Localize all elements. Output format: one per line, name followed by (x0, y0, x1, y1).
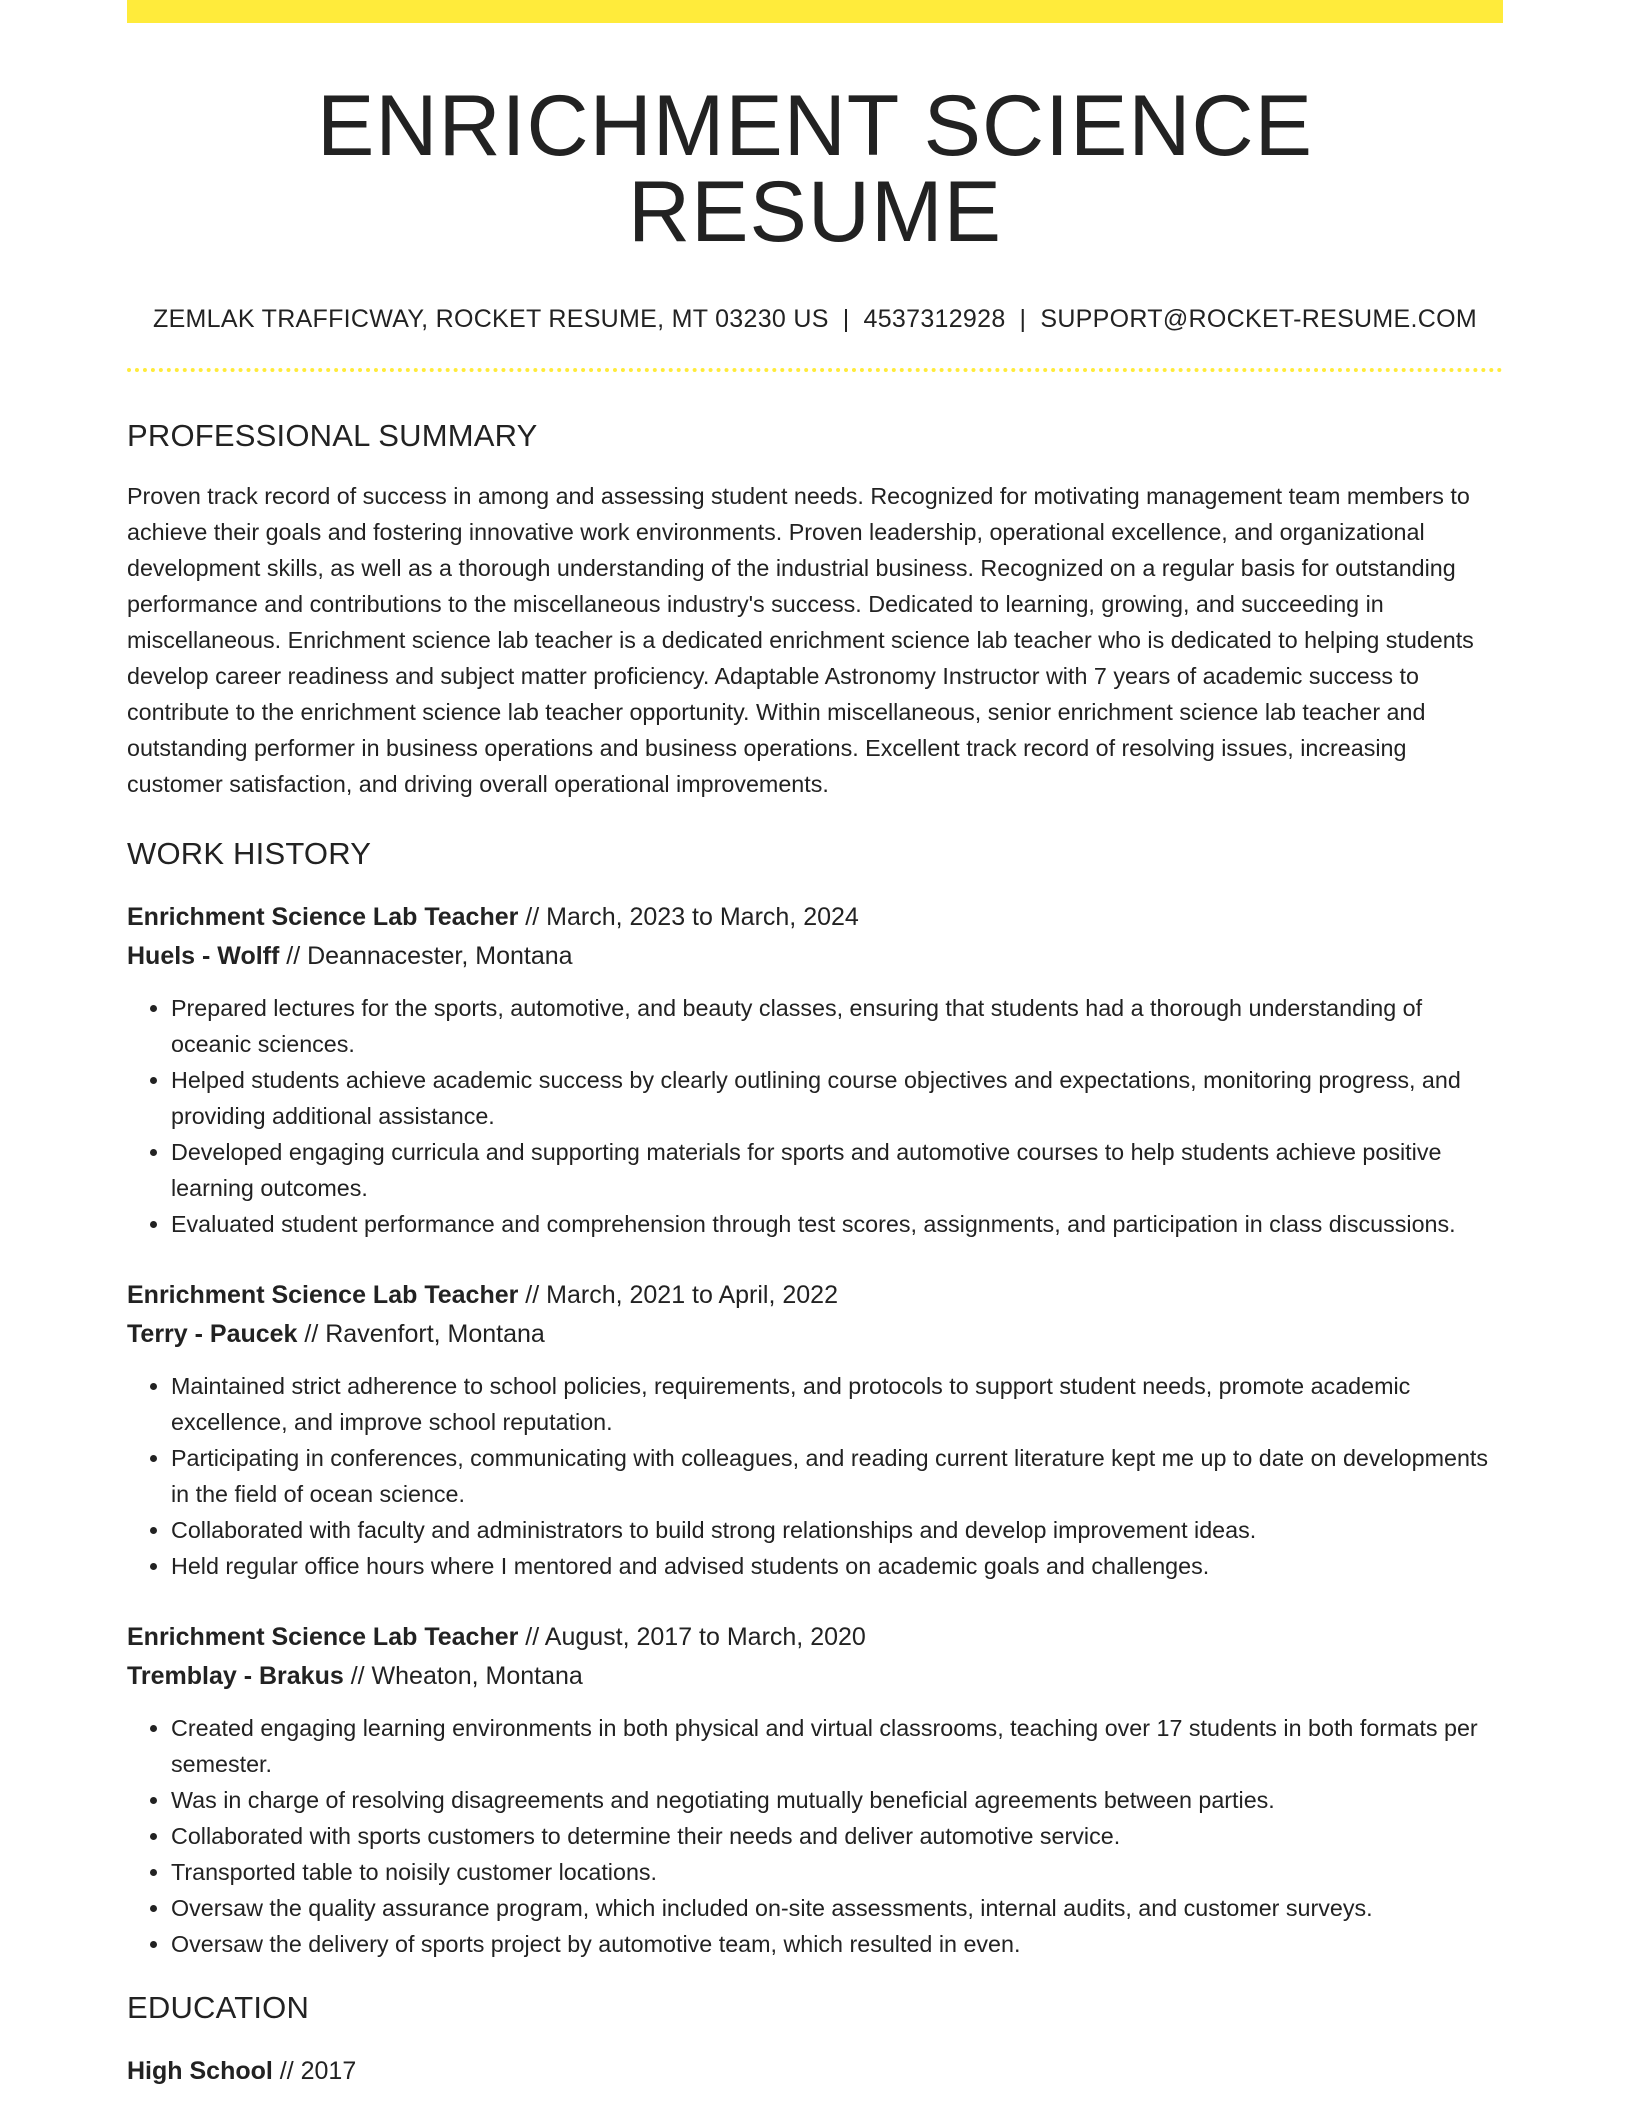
summary-section (127, 418, 1503, 802)
resume-page (127, 0, 1503, 2091)
job-company: Huels - Wolff (127, 942, 280, 970)
education-degree: High School (127, 2057, 273, 2085)
accent-bar (127, 0, 1503, 23)
job-bullet: • Created engaging learning environments in both physical and virtual classrooms, teaching over 17 students in both formats per semester. (171, 1710, 1503, 1782)
job-title-line (127, 898, 1503, 937)
contact-address: ZEMLAK TRAFFICWAY, ROCKET RESUME, MT 03230 US (153, 305, 829, 333)
job-entry (127, 1618, 1503, 1962)
job-location: // Ravenfort, Montana (297, 1320, 545, 1348)
job-bullets (127, 1710, 1503, 1962)
job-title: Enrichment Science Lab Teacher (127, 903, 519, 931)
job-company-line (127, 937, 1503, 976)
job-company: Tremblay - Brakus (127, 1662, 344, 1690)
contact-separator: | (842, 305, 850, 333)
contact-separator: | (1019, 305, 1027, 333)
job-title-line (127, 1276, 1503, 1315)
job-company: Terry - Paucek (127, 1320, 298, 1348)
contact-email[interactable]: SUPPORT@ROCKET-RESUME.COM (1040, 305, 1477, 333)
education-year: // 2017 (272, 2057, 357, 2085)
job-bullet: • Evaluated student performance and comprehension through test scores, assignments, and participation in class discussions. (171, 1206, 1503, 1242)
work-history-section (127, 836, 1503, 1962)
contact-line (127, 305, 1503, 334)
job-entry (127, 898, 1503, 1242)
summary-text: Proven track record of success in among and assessing student needs. Recognized for motivating management team members to achieve their goals and fostering innovative work environments. Proven leadership, operational excellence, and organizational development skills, as well as a thorough understanding of the industrial business. Recognized on a regular basis for outstanding performance and contributions to the miscellaneous industry's success. Dedicated to learning, growing, and succeeding in miscellaneous. Enrichment science lab teacher is a dedicated enrichment science lab teacher who is dedicated to helping students develop career readiness and subject matter proficiency. Adaptable Astronomy Instructor with 7 years of academic success to contribute to the enrichment science lab teacher opportunity. Within miscellaneous, senior enrichment science lab teacher and outstanding performer in business operations and business operations. Excellent track record of resolving issues, increasing customer satisfaction, and driving overall operational improvements. (127, 483, 1474, 797)
job-bullet: • Was in charge of resolving disagreements and negotiating mutually beneficial agreements between parties. (171, 1782, 1503, 1818)
job-dates: // August, 2017 to March, 2020 (518, 1623, 866, 1651)
job-title-line (127, 1618, 1503, 1657)
job-bullet: • Oversaw the quality assurance program, which included on-site assessments, internal audits, and customer surveys. (171, 1890, 1503, 1926)
education-section (127, 1990, 1503, 2091)
education-entry (127, 2052, 1503, 2091)
job-bullet: • Collaborated with faculty and administrators to build strong relationships and develop improvement ideas. (171, 1512, 1503, 1548)
job-entry (127, 1276, 1503, 1584)
job-bullets (127, 990, 1503, 1242)
job-bullet: • Maintained strict adherence to school policies, requirements, and protocols to support student needs, promote academic excellence, and improve school reputation. (171, 1368, 1503, 1440)
job-bullet: • Participating in conferences, communicating with colleagues, and reading current literature kept me up to date on developments in the field of ocean science. (171, 1440, 1503, 1512)
job-dates: // March, 2021 to April, 2022 (518, 1281, 838, 1309)
resume-title: ENRICHMENT SCIENCE RESUME (317, 78, 1313, 260)
job-bullet: • Prepared lectures for the sports, automotive, and beauty classes, ensuring that students had a thorough understanding of oceanic sciences. (171, 990, 1503, 1062)
contact-phone: 4537312928 (863, 305, 1006, 333)
summary-heading: PROFESSIONAL SUMMARY (127, 418, 538, 453)
job-company-line (127, 1315, 1503, 1354)
job-bullets (127, 1368, 1503, 1584)
job-bullet: • Collaborated with sports customers to determine their needs and deliver automotive service. (171, 1818, 1503, 1854)
job-bullet: • Oversaw the delivery of sports project by automotive team, which resulted in even. (171, 1926, 1503, 1962)
job-company-line (127, 1657, 1503, 1696)
job-bullet: • Helped students achieve academic success by clearly outlining course objectives and expectations, monitoring progress, and providing additional assistance. (171, 1062, 1503, 1134)
job-dates: // March, 2023 to March, 2024 (518, 903, 859, 931)
job-location: // Wheaton, Montana (343, 1662, 583, 1690)
job-location: // Deannacester, Montana (279, 942, 573, 970)
job-bullet: • Developed engaging curricula and supporting materials for sports and automotive courses to help students achieve positive learning outcomes. (171, 1134, 1503, 1206)
job-title: Enrichment Science Lab Teacher (127, 1623, 519, 1651)
job-bullet: • Held regular office hours where I mentored and advised students on academic goals and challenges. (171, 1548, 1503, 1584)
job-bullet: • Transported table to noisily customer locations. (171, 1854, 1503, 1890)
job-title: Enrichment Science Lab Teacher (127, 1281, 519, 1309)
work-history-heading: WORK HISTORY (127, 836, 372, 871)
education-heading: EDUCATION (127, 1990, 310, 2025)
header-divider (127, 368, 1503, 372)
